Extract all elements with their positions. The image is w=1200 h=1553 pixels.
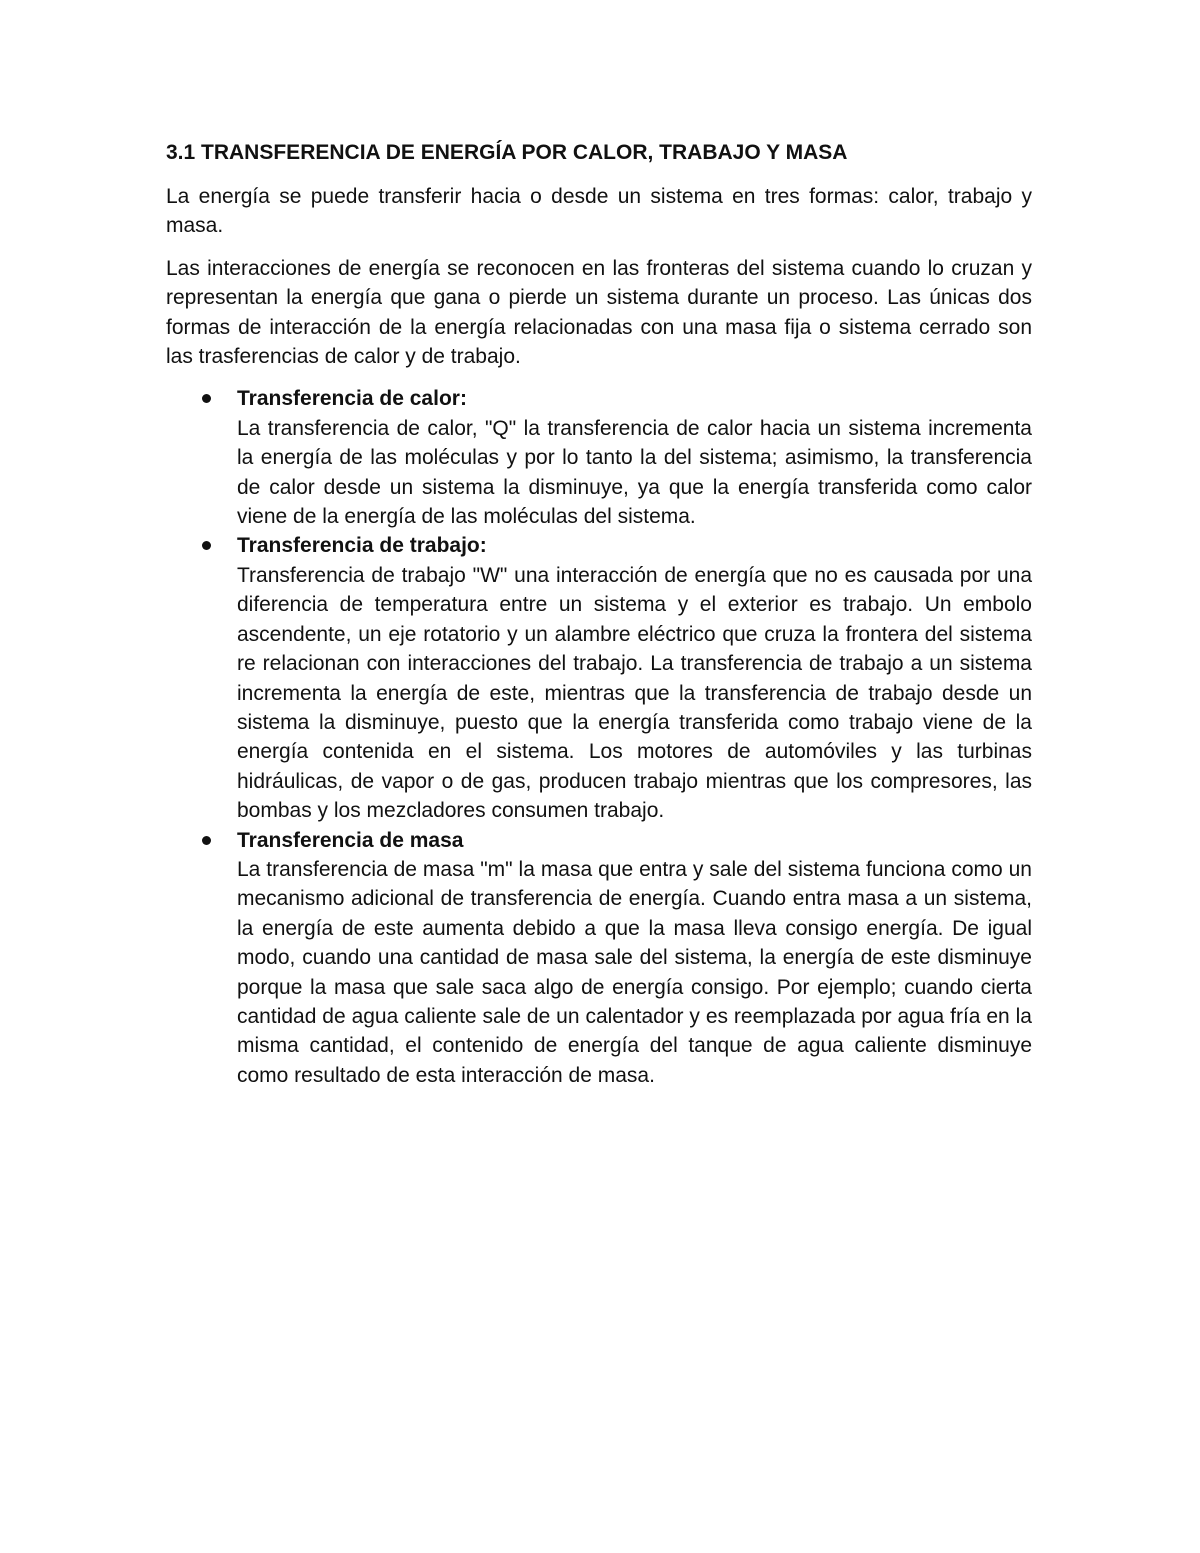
- item-title-work: Transferencia de trabajo:: [237, 534, 487, 558]
- item-body-heat: La transferencia de calor, "Q" la transferencia de calor hacia un sistema incrementa la energía de las moléculas y por lo tanto la del sistema; asimismo, la transferencia de calor desde un sistema la disminuye, ya que la energía transferida como calor viene de la energía de las moléculas del sistema.: [237, 416, 1032, 529]
- item-body-work: Transferencia de trabajo "W" una interacción de energía que no es causada por una diferencia de temperatura entre un sistema y el exterior es trabajo. Un embolo ascendente, un eje rotatorio y un alambre eléctrico que cruza la frontera del sistema re relacionan con interacciones del trabajo. La transferencia de trabajo a un sistema incrementa la energía de este, mientras que la transferencia de trabajo desde un sistema la disminuye, puesto que la energía transferida como trabajo viene de la energía contenida en el sistema. Los motores de automóviles y las turbinas hidráulicas, de vapor o de gas, producen trabajo mientras que los compresores, las bombas y los mezcladores consumen trabajo.: [237, 563, 1032, 823]
- section-heading: 3.1 TRANSFERENCIA DE ENERGÍA POR CALOR, TRABAJO Y MASA: [166, 141, 848, 164]
- bullet-icon: [202, 541, 211, 550]
- item-title-heat: Transferencia de calor:: [237, 387, 467, 411]
- list-item-heat: [166, 384, 1032, 531]
- document-page: [166, 138, 1032, 1090]
- intro-paragraph: La energía se puede transferir hacia o desde un sistema en tres formas: calor, trabajo y masa.: [166, 185, 1032, 238]
- interactions-paragraph: Las interacciones de energía se reconocen en las fronteras del sistema cuando lo cruzan y representan la energía que gana o pierde un sistema durante un proceso. Las únicas dos formas de interacción de la energía relacionadas con una masa fija o sistema cerrado son las trasferencias de calor y de trabajo.: [166, 256, 1032, 369]
- bullet-icon: [202, 394, 211, 403]
- item-title-mass: Transferencia de masa: [237, 828, 464, 852]
- list-item-mass: [166, 826, 1032, 1091]
- item-body-mass: La transferencia de masa "m" la masa que entra y sale del sistema funciona como un mecanismo adicional de transferencia de energía. Cuando entra masa a un sistema, la energía de este aumenta debido a que la masa lleva consigo energía. De igual modo, cuando una cantidad de masa sale del sistema, la energía de este disminuye porque la masa que sale saca algo de energía consigo. Por ejemplo; cuando cierta cantidad de agua caliente sale de un calentador y es reemplazada por agua fría en la misma cantidad, el contenido de energía del tanque de agua caliente disminuye como resultado de esta interacción de masa.: [237, 857, 1032, 1087]
- bullet-icon: [202, 836, 211, 845]
- transfer-types-list: [166, 384, 1032, 1090]
- list-item-work: [166, 531, 1032, 825]
